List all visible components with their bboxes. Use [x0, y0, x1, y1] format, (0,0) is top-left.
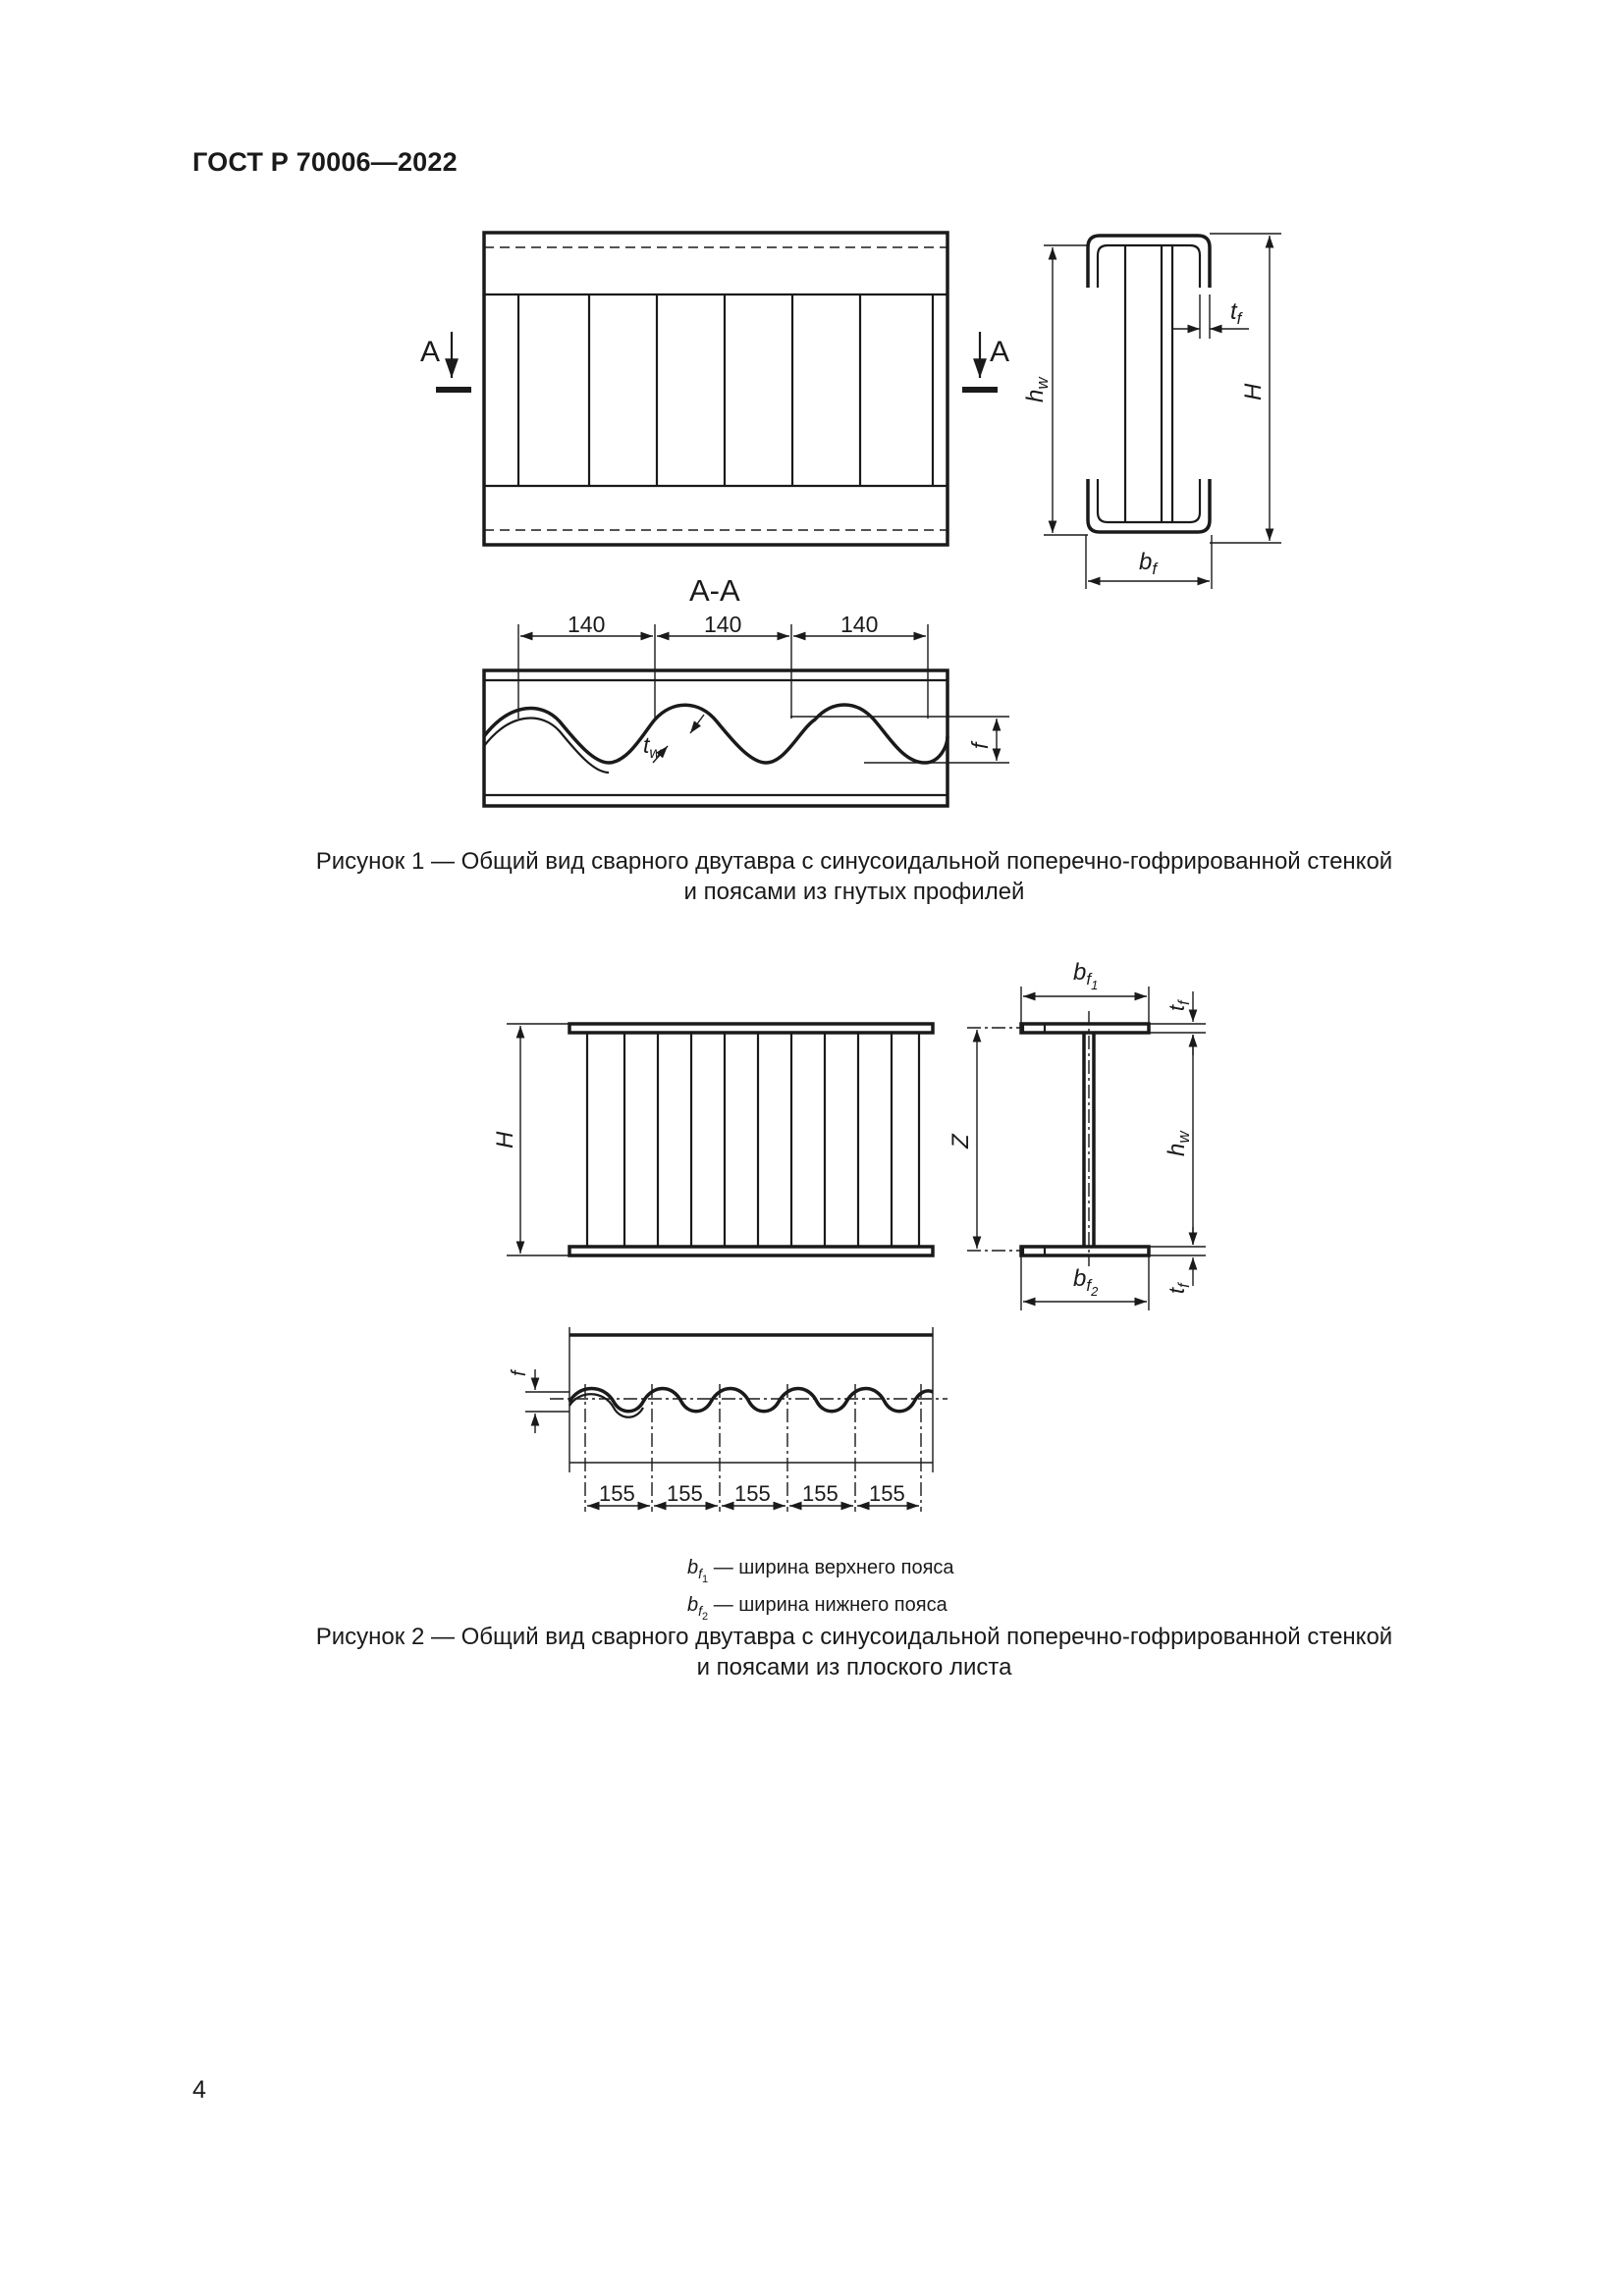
dim-f-fig2: f: [509, 1370, 530, 1376]
dim-bf-fig1: $b_f$: [1139, 549, 1158, 578]
dim-pitch-1: 140: [568, 612, 606, 637]
dim-tw: $t_w$: [643, 732, 661, 762]
dim-hw: $h_w$: [1022, 377, 1052, 402]
dim-H-fig2: H: [492, 1131, 518, 1148]
figure1-section-AA: [484, 573, 1009, 806]
dim-tf-fig1: $t_f$: [1230, 298, 1242, 328]
section-label-left: A: [420, 336, 441, 368]
dim-hw-fig2: $h_w$: [1164, 1131, 1193, 1156]
dim-Z: Z: [947, 1134, 974, 1148]
legend-item: $b_{f_1}$ — ширина верхнего пояса: [687, 1557, 954, 1585]
dim-H-fig1: H: [1240, 383, 1267, 400]
figure2-caption-line2: и поясами из плоского листа: [696, 1654, 1012, 1681]
figure1-cross-section: [1022, 234, 1281, 589]
figure2-caption-line1: Рисунок 2 — Общий вид сварного двутавра с синусоидальной поперечно-гофрированной стенкой: [315, 1624, 1393, 1650]
section-label-right: A: [990, 336, 1010, 368]
dim-pitch-155-2: 155: [667, 1481, 703, 1506]
document-header: ГОСТ Р 70006—2022: [192, 147, 458, 177]
dim-pitch-155-4: 155: [802, 1481, 839, 1506]
section-mark-right: [962, 332, 1009, 390]
dim-pitch-3: 140: [840, 612, 879, 637]
dim-f-fig1: f: [967, 742, 993, 749]
dim-pitch-2: 140: [704, 612, 742, 637]
section-title-AA: A-A: [689, 573, 740, 608]
figure1-caption-line2: и поясами из гнутых профилей: [683, 879, 1025, 905]
figure1-caption-line1: Рисунок 1 — Общий вид сварного двутавра с синусоидальной поперечно-гофрированной стенкой: [315, 848, 1393, 875]
dim-bf1: $b_{f1}$: [1073, 959, 1099, 992]
figure2-cross-section: [947, 959, 1206, 1310]
dim-tf-bottom: $t_f$: [1164, 1283, 1193, 1294]
stiffeners: [518, 294, 933, 486]
figure1-side-view: [420, 233, 1009, 545]
legend-item: $b_{f_2}$ — ширина нижнего пояса: [687, 1593, 947, 1623]
figure2-side-view: [492, 1024, 933, 1255]
figure2-legend: [687, 1555, 1021, 1629]
page-number: 4: [192, 2076, 206, 2104]
figure2-caption: [196, 1622, 1512, 1682]
figure1-caption: [196, 846, 1512, 907]
section-mark-left: [420, 332, 471, 390]
dim-pitch-155-1: 155: [599, 1481, 635, 1506]
dim-pitch-155-3: 155: [734, 1481, 771, 1506]
dim-pitch-155-5: 155: [869, 1481, 905, 1506]
dim-bf2: $b_{f2}$: [1073, 1265, 1099, 1299]
figure2-plan-view: [509, 1327, 947, 1512]
dim-tf-top: $t_f$: [1164, 1000, 1193, 1011]
